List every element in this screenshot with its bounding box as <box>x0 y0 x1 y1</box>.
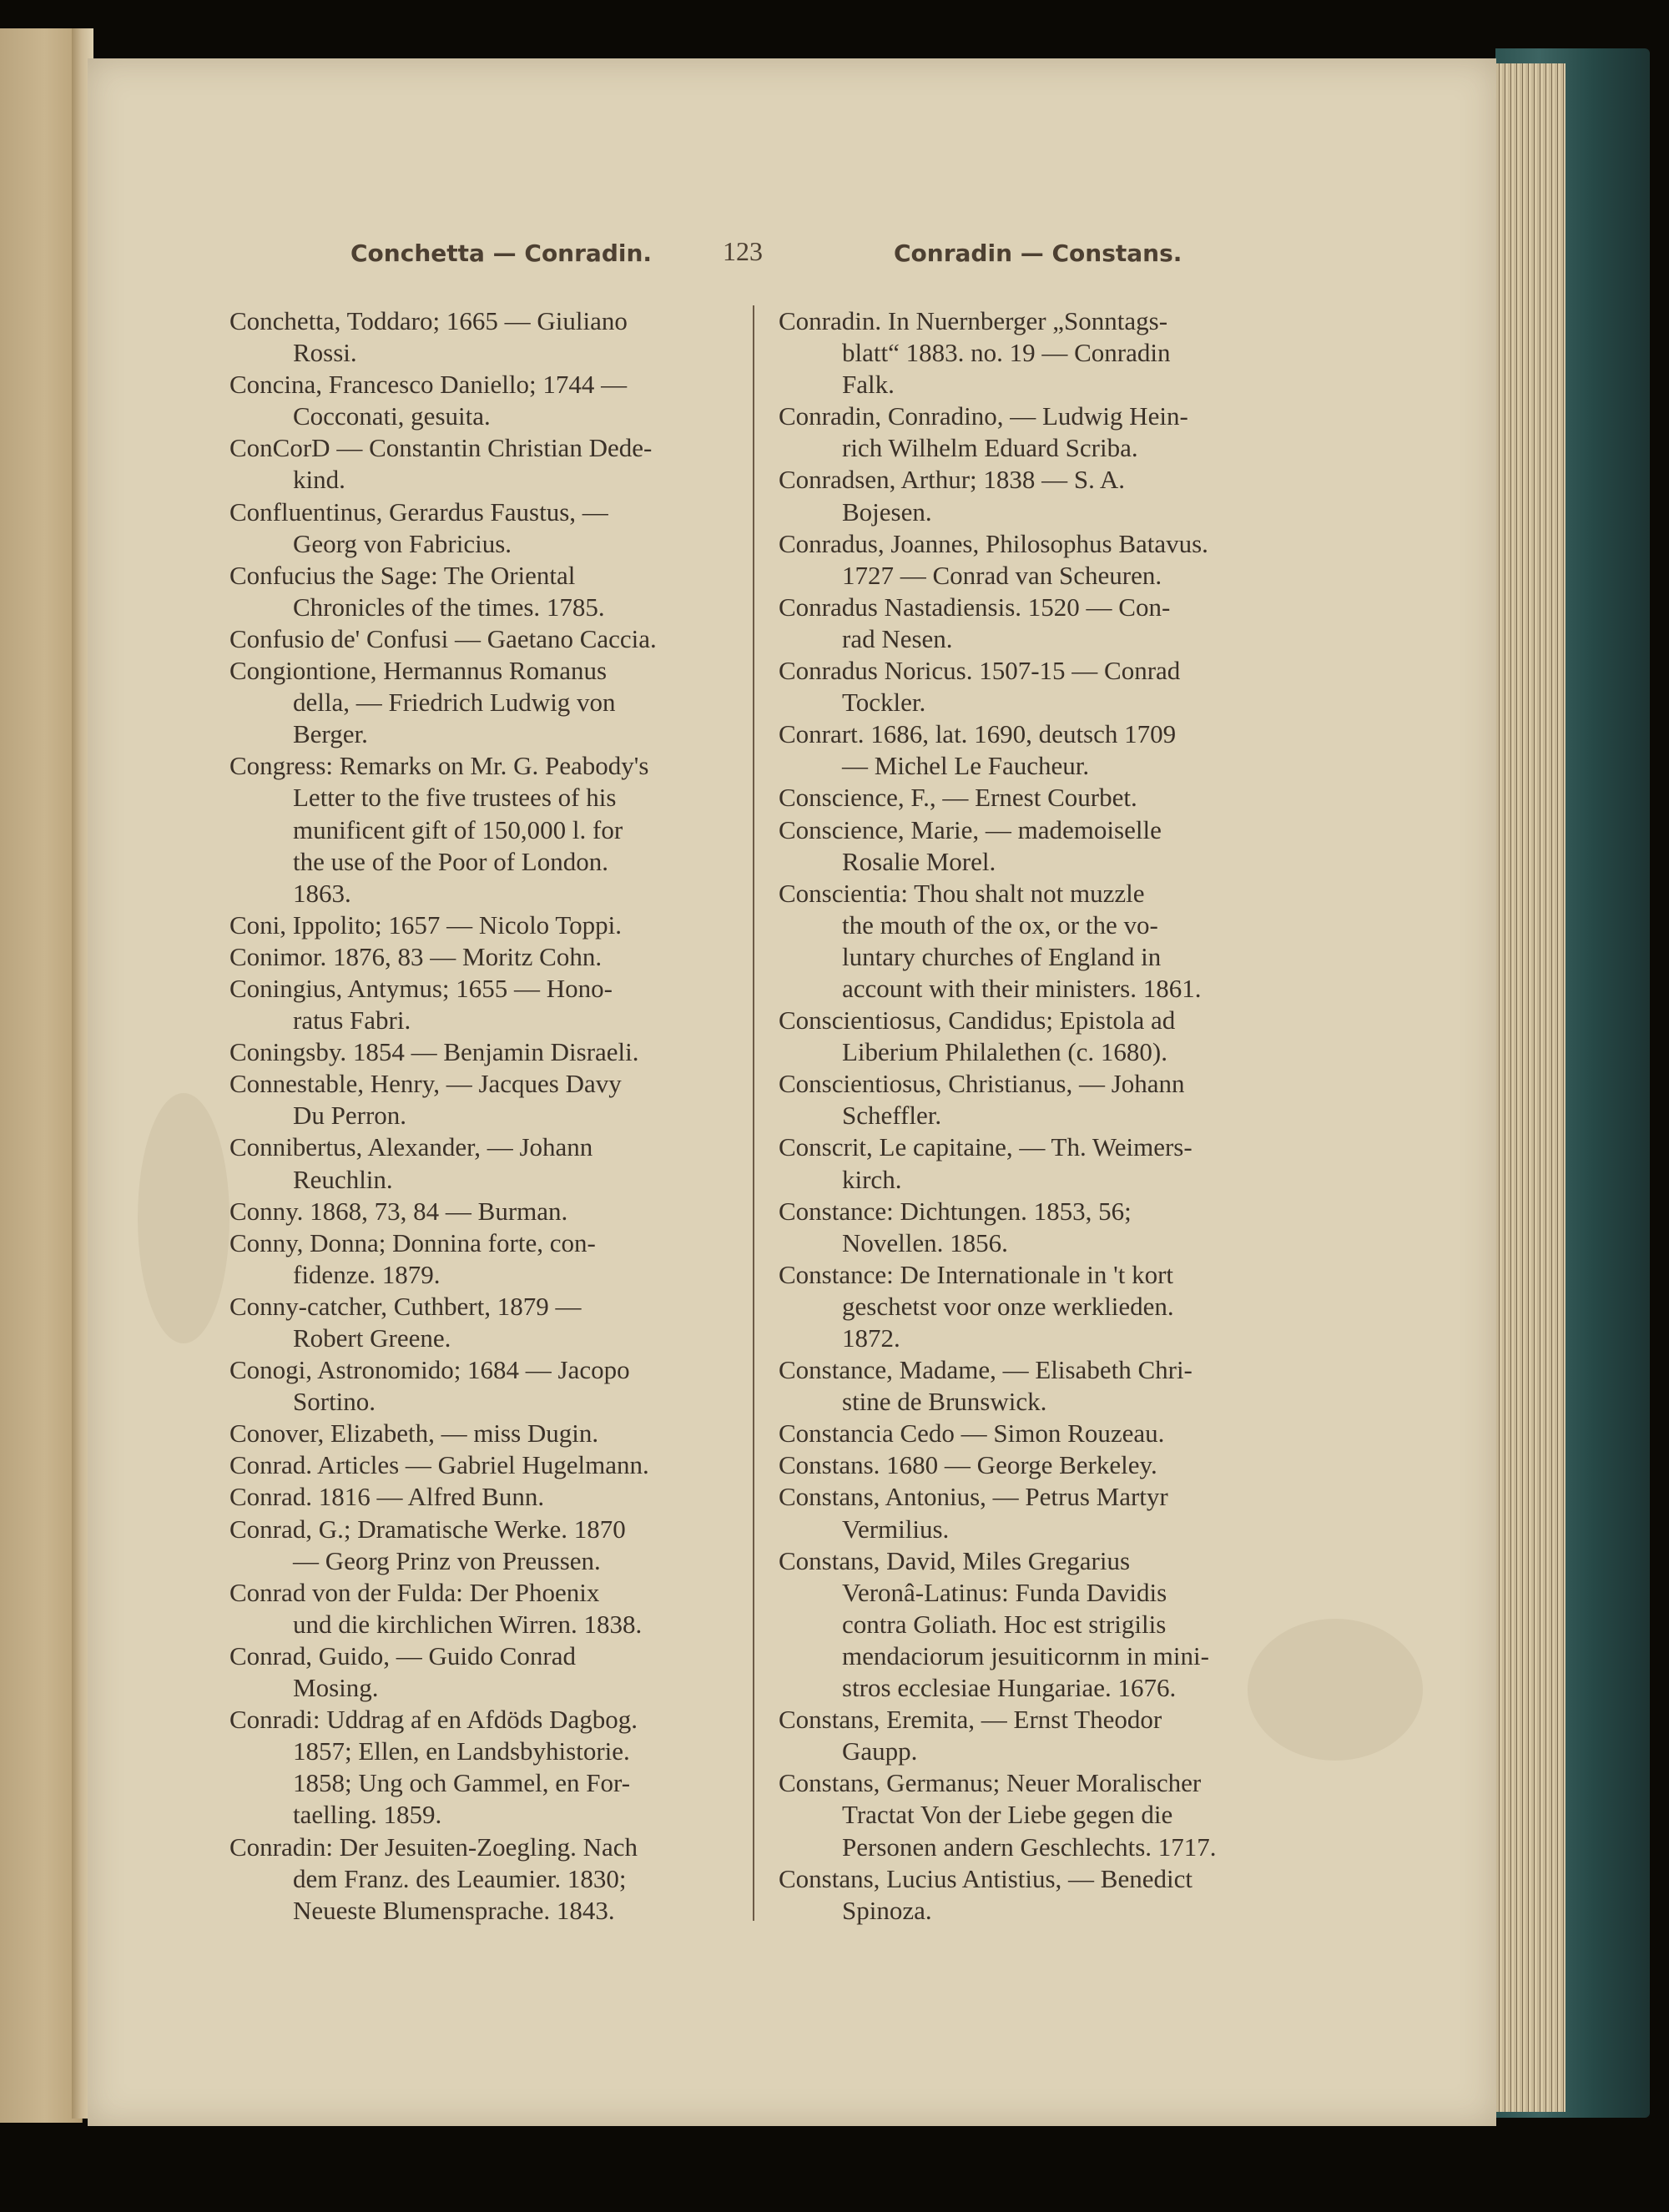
left-line-18: the use of the Poor of London. <box>293 846 608 876</box>
right-line-3: Falk. <box>842 370 895 400</box>
left-line-27: Connibertus, Alexander, — Johann <box>229 1132 593 1162</box>
left-line-9: Confucius the Sage: The Oriental <box>229 560 576 590</box>
right-line-33: 1872. <box>842 1323 900 1353</box>
left-line-29: Conny. 1868, 73, 84 — Burman. <box>229 1196 568 1226</box>
left-line-42: und die kirchlichen Wirren. 1838. <box>293 1609 643 1639</box>
right-line-26: Scheffler. <box>842 1101 942 1131</box>
right-line-29: Constance: Dichtungen. 1853, 56; <box>779 1196 1132 1226</box>
right-line-28: kirch. <box>842 1164 902 1194</box>
left-line-14: Berger. <box>293 719 368 749</box>
right-line-34: Constance, Madame, — Elisabeth Chri- <box>779 1355 1193 1385</box>
right-column <box>779 305 1268 1927</box>
right-line-1: Conradin. In Nuernberger „Sonntags- <box>779 306 1168 335</box>
left-line-20: Coni, Ippolito; 1657 — Nicolo Toppi. <box>229 909 623 940</box>
right-line-45: Constans, Eremita, — Ernst Theodor <box>779 1705 1162 1735</box>
right-line-42: contra Goliath. Hoc est strigilis <box>842 1609 1167 1639</box>
right-line-31: Constance: De Internationale in 't kort <box>779 1259 1174 1289</box>
right-line-46: Gaupp. <box>842 1736 918 1766</box>
left-line-41: Conrad von der Fulda: Der Phoenix <box>229 1577 600 1607</box>
right-line-2: blatt“ 1883. no. 19 — Conradin <box>842 338 1171 368</box>
right-line-14: Conrart. 1686, lat. 1690, deutsch 1709 <box>779 719 1177 749</box>
right-line-37: Constans. 1680 — George Berkeley. <box>779 1450 1157 1480</box>
right-line-44: stros ecclesiae Hungariae. 1676. <box>842 1673 1177 1703</box>
left-line-10: Chronicles of the times. 1785. <box>293 592 605 622</box>
left-line-44: Mosing. <box>293 1673 379 1703</box>
left-line-12: Congiontione, Hermannus Romanus <box>229 656 608 686</box>
left-line-21: Conimor. 1876, 83 — Moritz Cohn. <box>229 941 603 971</box>
left-line-22: Coningius, Antymus; 1655 — Hono- <box>229 973 613 1003</box>
right-line-41: Veronâ-Latinus: Funda Davidis <box>842 1577 1167 1607</box>
right-line-40: Constans, David, Miles Gregarius <box>779 1545 1131 1575</box>
right-line-36: Constancia Cedo — Simon Rouzeau. <box>779 1418 1165 1449</box>
right-line-12: Conradus Noricus. 1507-15 — Conrad <box>779 656 1181 686</box>
right-line-38: Constans, Antonius, — Petrus Martyr <box>779 1482 1168 1512</box>
right-line-25: Conscientiosus, Christianus, — Johann <box>779 1069 1185 1099</box>
right-line-7: Bojesen. <box>842 496 932 527</box>
left-line-33: Robert Greene. <box>293 1323 451 1353</box>
right-line-48: Tractat Von der Liebe gegen die <box>842 1800 1173 1830</box>
right-line-13: Tockler. <box>842 688 926 718</box>
left-line-40: — Georg Prinz von Preussen. <box>293 1545 601 1575</box>
right-line-50: Constans, Lucius Antistius, — Benedict <box>779 1863 1193 1893</box>
left-line-5: ConCorD — Constantin Christian Dede- <box>229 433 653 463</box>
right-line-51: Spinoza. <box>842 1895 932 1925</box>
left-line-8: Georg von Fabricius. <box>293 528 512 558</box>
right-line-5: rich Wilhelm Eduard Scriba. <box>842 433 1138 463</box>
right-line-27: Conscrit, Le capitaine, — Th. Weimers- <box>779 1132 1193 1162</box>
left-line-2: Rossi. <box>293 338 357 368</box>
left-line-37: Conrad. Articles — Gabriel Hugelmann. <box>229 1450 649 1480</box>
right-line-4: Conradin, Conradino, — Ludwig Hein- <box>779 401 1188 431</box>
right-line-15: — Michel Le Faucheur. <box>842 751 1090 781</box>
left-line-34: Conogi, Astronomido; 1684 — Jacopo <box>229 1355 630 1385</box>
running-head-right: Conradin — Constans. <box>894 239 1182 267</box>
left-line-49: Conradin: Der Jesuiten-Zoegling. Nach <box>229 1832 638 1862</box>
column-divider <box>753 305 754 1921</box>
right-line-49: Personen andern Geschlechts. 1717. <box>842 1832 1217 1862</box>
left-line-15: Congress: Remarks on Mr. G. Peabody's <box>229 751 649 781</box>
right-line-16: Conscience, F., — Ernest Courbet. <box>779 783 1137 813</box>
right-line-11: rad Nesen. <box>842 623 953 653</box>
left-line-6: kind. <box>293 465 345 495</box>
paper-stain <box>1248 1619 1423 1761</box>
left-line-24: Coningsby. 1854 — Benjamin Disraeli. <box>229 1037 639 1067</box>
left-line-50: dem Franz. des Leaumier. 1830; <box>293 1863 627 1893</box>
left-line-45: Conradi: Uddrag af en Afdöds Dagbog. <box>229 1705 638 1735</box>
right-line-8: Conradus, Joannes, Philosophus Batavus. <box>779 528 1208 558</box>
right-line-10: Conradus Nastadiensis. 1520 — Con- <box>779 592 1171 622</box>
left-line-38: Conrad. 1816 — Alfred Bunn. <box>229 1482 545 1512</box>
right-line-22: account with their ministers. 1861. <box>842 973 1202 1003</box>
left-line-1: Conchetta, Toddaro; 1665 — Giuliano <box>229 306 628 335</box>
right-line-21: luntary churches of England in <box>842 941 1162 971</box>
right-line-19: Conscientia: Thou shalt not muzzle <box>779 878 1145 908</box>
right-line-30: Novellen. 1856. <box>842 1227 1008 1257</box>
left-line-13: della, — Friedrich Ludwig von <box>293 688 616 718</box>
right-line-24: Liberium Philalethen (c. 1680). <box>842 1037 1167 1067</box>
right-line-47: Constans, Germanus; Neuer Moralischer <box>779 1768 1202 1798</box>
left-line-31: fidenze. 1879. <box>293 1259 441 1289</box>
left-line-23: ratus Fabri. <box>293 1005 411 1035</box>
paper-stain <box>138 1093 229 1343</box>
left-line-25: Connestable, Henry, — Jacques Davy <box>229 1069 622 1099</box>
left-column <box>229 305 729 1927</box>
left-line-17: munificent gift of 150,000 l. for <box>293 814 623 844</box>
right-line-43: mendaciorum jesuiticornm in mini- <box>842 1640 1209 1670</box>
left-line-28: Reuchlin. <box>293 1164 393 1194</box>
left-page-edge <box>0 28 83 2123</box>
left-line-36: Conover, Elizabeth, — miss Dugin. <box>229 1418 599 1449</box>
page-number: 123 <box>723 236 763 266</box>
left-line-30: Conny, Donna; Donnina forte, con- <box>229 1227 596 1257</box>
right-line-17: Conscience, Marie, — mademoiselle <box>779 814 1162 844</box>
right-line-23: Conscientiosus, Candidus; Epistola ad <box>779 1005 1176 1035</box>
left-line-47: 1858; Ung och Gammel, en For- <box>293 1768 631 1798</box>
right-line-35: stine de Brunswick. <box>842 1387 1047 1417</box>
left-line-4: Cocconati, gesuita. <box>293 401 491 431</box>
left-line-19: 1863. <box>293 878 351 908</box>
left-line-26: Du Perron. <box>293 1101 407 1131</box>
left-line-46: 1857; Ellen, en Landsbyhistorie. <box>293 1736 630 1766</box>
left-line-48: taelling. 1859. <box>293 1800 442 1830</box>
left-line-51: Neueste Blumensprache. 1843. <box>293 1895 615 1925</box>
right-line-9: 1727 — Conrad van Scheuren. <box>842 560 1162 590</box>
left-line-7: Confluentinus, Gerardus Faustus, — <box>229 496 608 527</box>
right-line-20: the mouth of the ox, or the vo- <box>842 909 1158 940</box>
left-line-3: Concina, Francesco Daniello; 1744 — <box>229 370 628 400</box>
right-line-32: geschetst voor onze werklieden. <box>842 1291 1174 1321</box>
right-line-39: Vermilius. <box>842 1514 950 1544</box>
right-line-6: Conradsen, Arthur; 1838 — S. A. <box>779 465 1126 495</box>
right-line-18: Rosalie Morel. <box>842 846 996 876</box>
left-line-35: Sortino. <box>293 1387 376 1417</box>
left-line-11: Confusio de' Confusi — Gaetano Caccia. <box>229 623 657 653</box>
running-head-left: Conchetta — Conradin. <box>350 239 653 267</box>
page-stack-edge <box>1489 63 1566 2112</box>
left-line-32: Conny-catcher, Cuthbert, 1879 — <box>229 1291 582 1321</box>
left-line-43: Conrad, Guido, — Guido Conrad <box>229 1640 577 1670</box>
left-line-16: Letter to the five trustees of his <box>293 783 617 813</box>
left-line-39: Conrad, G.; Dramatische Werke. 1870 <box>229 1514 626 1544</box>
